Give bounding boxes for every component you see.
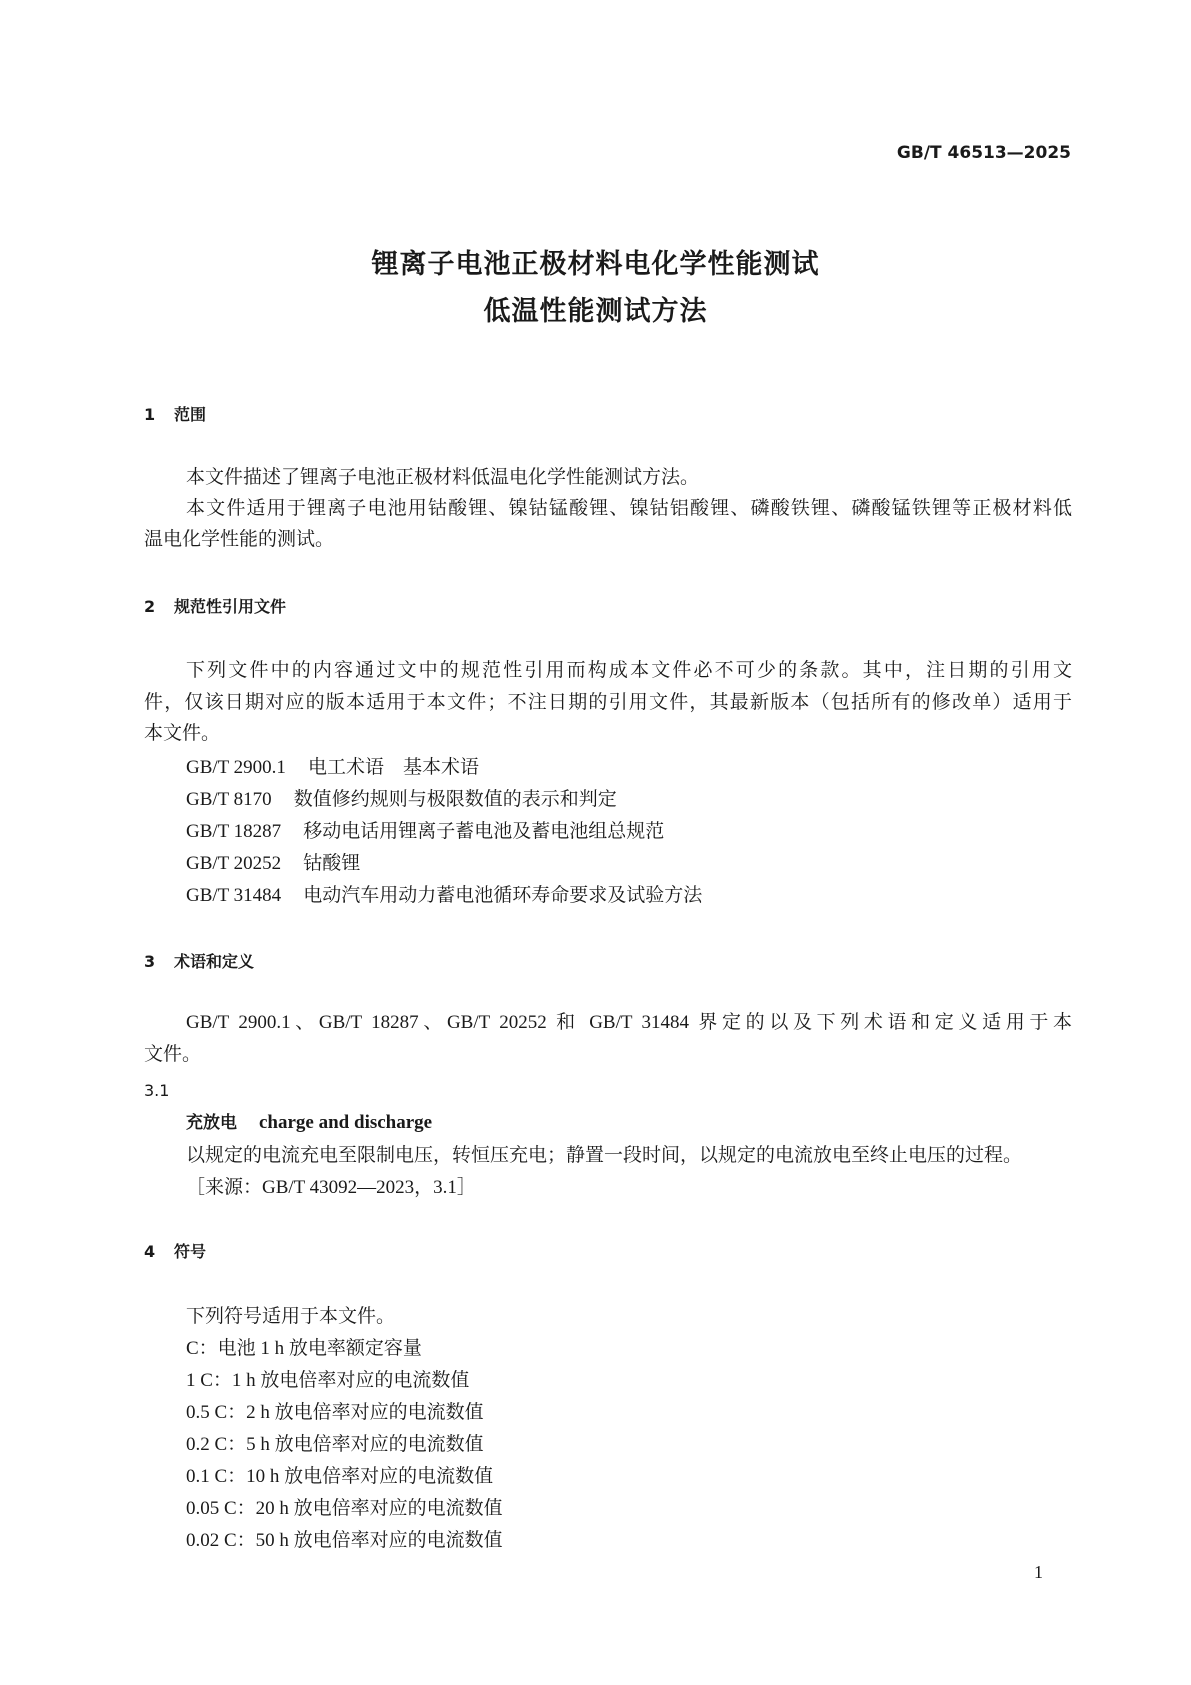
reference-item (186, 884, 702, 908)
symbol-item: 0.02 C：50 h 放电倍率对应的电流数值 (186, 1530, 503, 1551)
document-id: GB/T 46513—2025 (896, 143, 1071, 163)
symbol-item: 0.5 C：2 h 放电倍率对应的电流数值 (186, 1402, 484, 1423)
paragraph: 本文件适用于锂离子电池用钴酸锂、镍钴锰酸锂、镍钴铝酸锂、磷酸铁锂、磷酸锰铁锂等正极材料低 (186, 498, 1072, 519)
section-title: 符号 (174, 1242, 207, 1261)
term-definition: 以规定的电流充电至限制电压，转恒压充电；静置一段时间，以规定的电流放电至终止电压的过程。 (186, 1145, 1023, 1166)
section-heading-symbols (144, 1241, 206, 1263)
term-chinese: 充放电 (186, 1113, 237, 1133)
section-title: 规范性引用文件 (174, 597, 287, 616)
symbol-item: 1 C：1 h 放电倍率对应的电流数值 (186, 1370, 470, 1391)
section-number: 4 (144, 1242, 156, 1261)
section-number: 3 (144, 952, 156, 971)
section-number: 1 (144, 405, 156, 424)
paragraph: 本文件描述了锂离子电池正极材料低温电化学性能测试方法。 (186, 467, 700, 488)
section-heading-terms-definitions (144, 951, 254, 973)
reference-title: 电动汽车用动力蓄电池循环寿命要求及试验方法 (303, 885, 703, 906)
paragraph: GB/T 2900.1、GB/T 18287、GB/T 20252 和 GB/T 31484 界定的以及下列术语和定义适用于本 (186, 1012, 1072, 1033)
section-number: 2 (144, 597, 156, 616)
symbol-item: 0.1 C：10 h 放电倍率对应的电流数值 (186, 1466, 494, 1487)
reference-title: 电工术语 基本术语 (307, 757, 479, 778)
reference-title: 移动电话用锂离子蓄电池及蓄电池组总规范 (303, 821, 665, 842)
term-english: charge and discharge (259, 1112, 433, 1133)
reference-item (186, 788, 617, 812)
section-heading-scope (144, 404, 206, 426)
reference-code: GB/T 8170 (186, 789, 272, 810)
page-number: 1 (1034, 1562, 1043, 1582)
document-title-line2: 低温性能测试方法 (483, 296, 708, 327)
document-title-line1: 锂离子电池正极材料电化学性能测试 (371, 249, 820, 280)
reference-code: GB/T 31484 (186, 885, 282, 906)
reference-title: 数值修约规则与极限数值的表示和判定 (293, 789, 617, 810)
section-heading-normative-references (144, 596, 286, 618)
symbol-item: 0.05 C：20 h 放电倍率对应的电流数值 (186, 1498, 503, 1519)
section-title: 术语和定义 (174, 952, 255, 971)
paragraph-continued: 温电化学性能的测试。 (144, 529, 335, 550)
symbol-item: C：电池 1 h 放电率额定容量 (186, 1338, 422, 1359)
section-title: 范围 (174, 405, 207, 424)
reference-item (186, 820, 664, 844)
paragraph: 下列符号适用于本文件。 (186, 1306, 396, 1327)
term-entry (186, 1111, 432, 1135)
paragraph-continued: 本文件。 (144, 723, 221, 744)
reference-code: GB/T 18287 (186, 821, 282, 842)
paragraph-continued: 文件。 (144, 1044, 202, 1065)
symbol-item: 0.2 C：5 h 放电倍率对应的电流数值 (186, 1434, 484, 1455)
reference-title: 钴酸锂 (303, 853, 361, 874)
reference-code: GB/T 2900.1 (186, 757, 286, 778)
paragraph: 下列文件中的内容通过文中的规范性引用而构成本文件必不可少的条款。其中，注日期的引用文 (186, 660, 1072, 681)
reference-item (186, 852, 360, 876)
reference-item (186, 756, 479, 780)
paragraph-continued: 件，仅该日期对应的版本适用于本文件；不注日期的引用文件，其最新版本（包括所有的修改单）适用于 (144, 692, 1072, 713)
reference-code: GB/T 20252 (186, 853, 282, 874)
term-source: ［来源：GB/T 43092—2023，3.1］ (186, 1177, 476, 1198)
term-number: 3.1 (144, 1081, 170, 1100)
